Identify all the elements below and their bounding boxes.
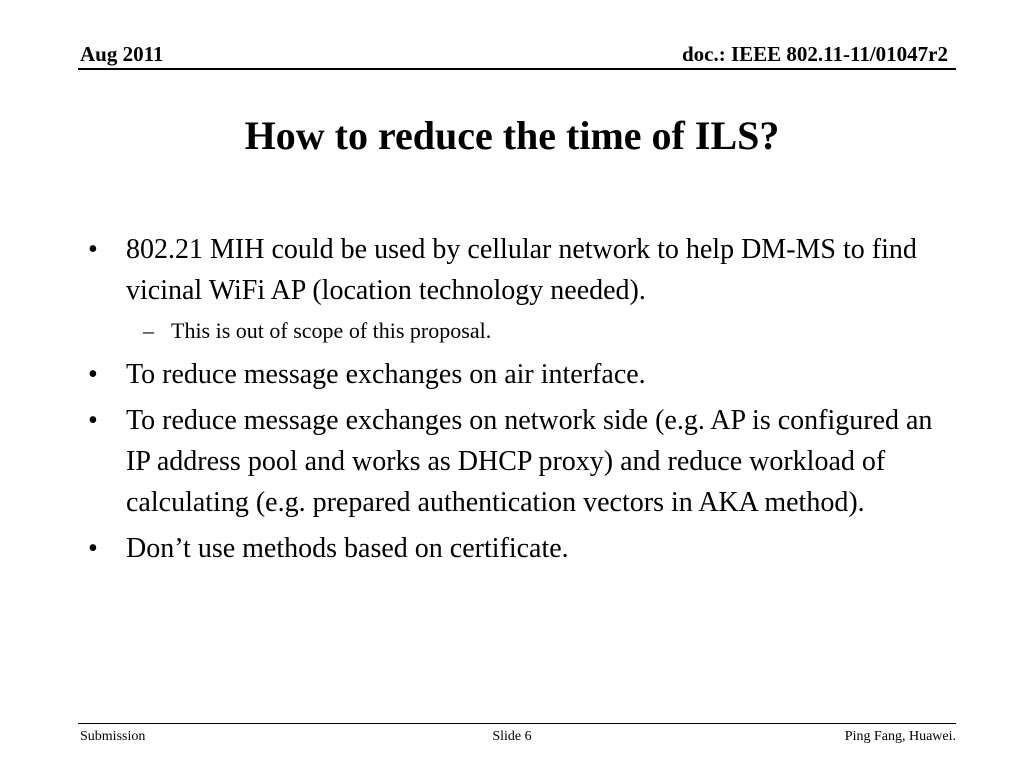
sub-bullet-item <box>86 316 956 346</box>
bullet-item <box>86 400 956 523</box>
bullet-item <box>86 229 956 311</box>
footer-divider <box>78 723 956 724</box>
header-doc-id: doc.: IEEE 802.11-11/01047r2 <box>681 42 948 66</box>
sub-bullet-text: This is out of scope of this proposal. <box>171 318 492 343</box>
footer-slide-number: Slide 6 <box>492 729 532 744</box>
bullet-marker: • <box>88 405 98 436</box>
bullet-marker: • <box>88 533 98 564</box>
bullet-marker: • <box>88 359 98 390</box>
header-divider <box>78 68 956 70</box>
footer-submission: Submission <box>80 729 146 744</box>
slide-title: How to reduce the time of ILS? <box>244 113 780 158</box>
bullet-text: Don’t use methods based on certificate. <box>126 533 569 564</box>
bullet-item <box>86 528 956 569</box>
footer-author: Ping Fang, Huawei. <box>844 729 956 744</box>
bullet-text: To reduce message exchanges on network side (e.g. AP is configured an IP address pool and works as DHCP proxy) and reduce workload of calculating (e.g. prepared authentication vectors in AKA method). <box>126 405 933 518</box>
bullet-text: To reduce message exchanges on air interface. <box>126 359 646 390</box>
sub-bullet-marker: – <box>143 318 154 343</box>
header-date: Aug 2011 <box>80 42 164 66</box>
bullet-marker: • <box>88 234 98 265</box>
bullet-item <box>86 354 956 395</box>
bullet-text: 802.21 MIH could be used by cellular network to help DM-MS to find vicinal WiFi AP (location technology needed). <box>126 234 917 306</box>
slide-body <box>86 229 956 574</box>
